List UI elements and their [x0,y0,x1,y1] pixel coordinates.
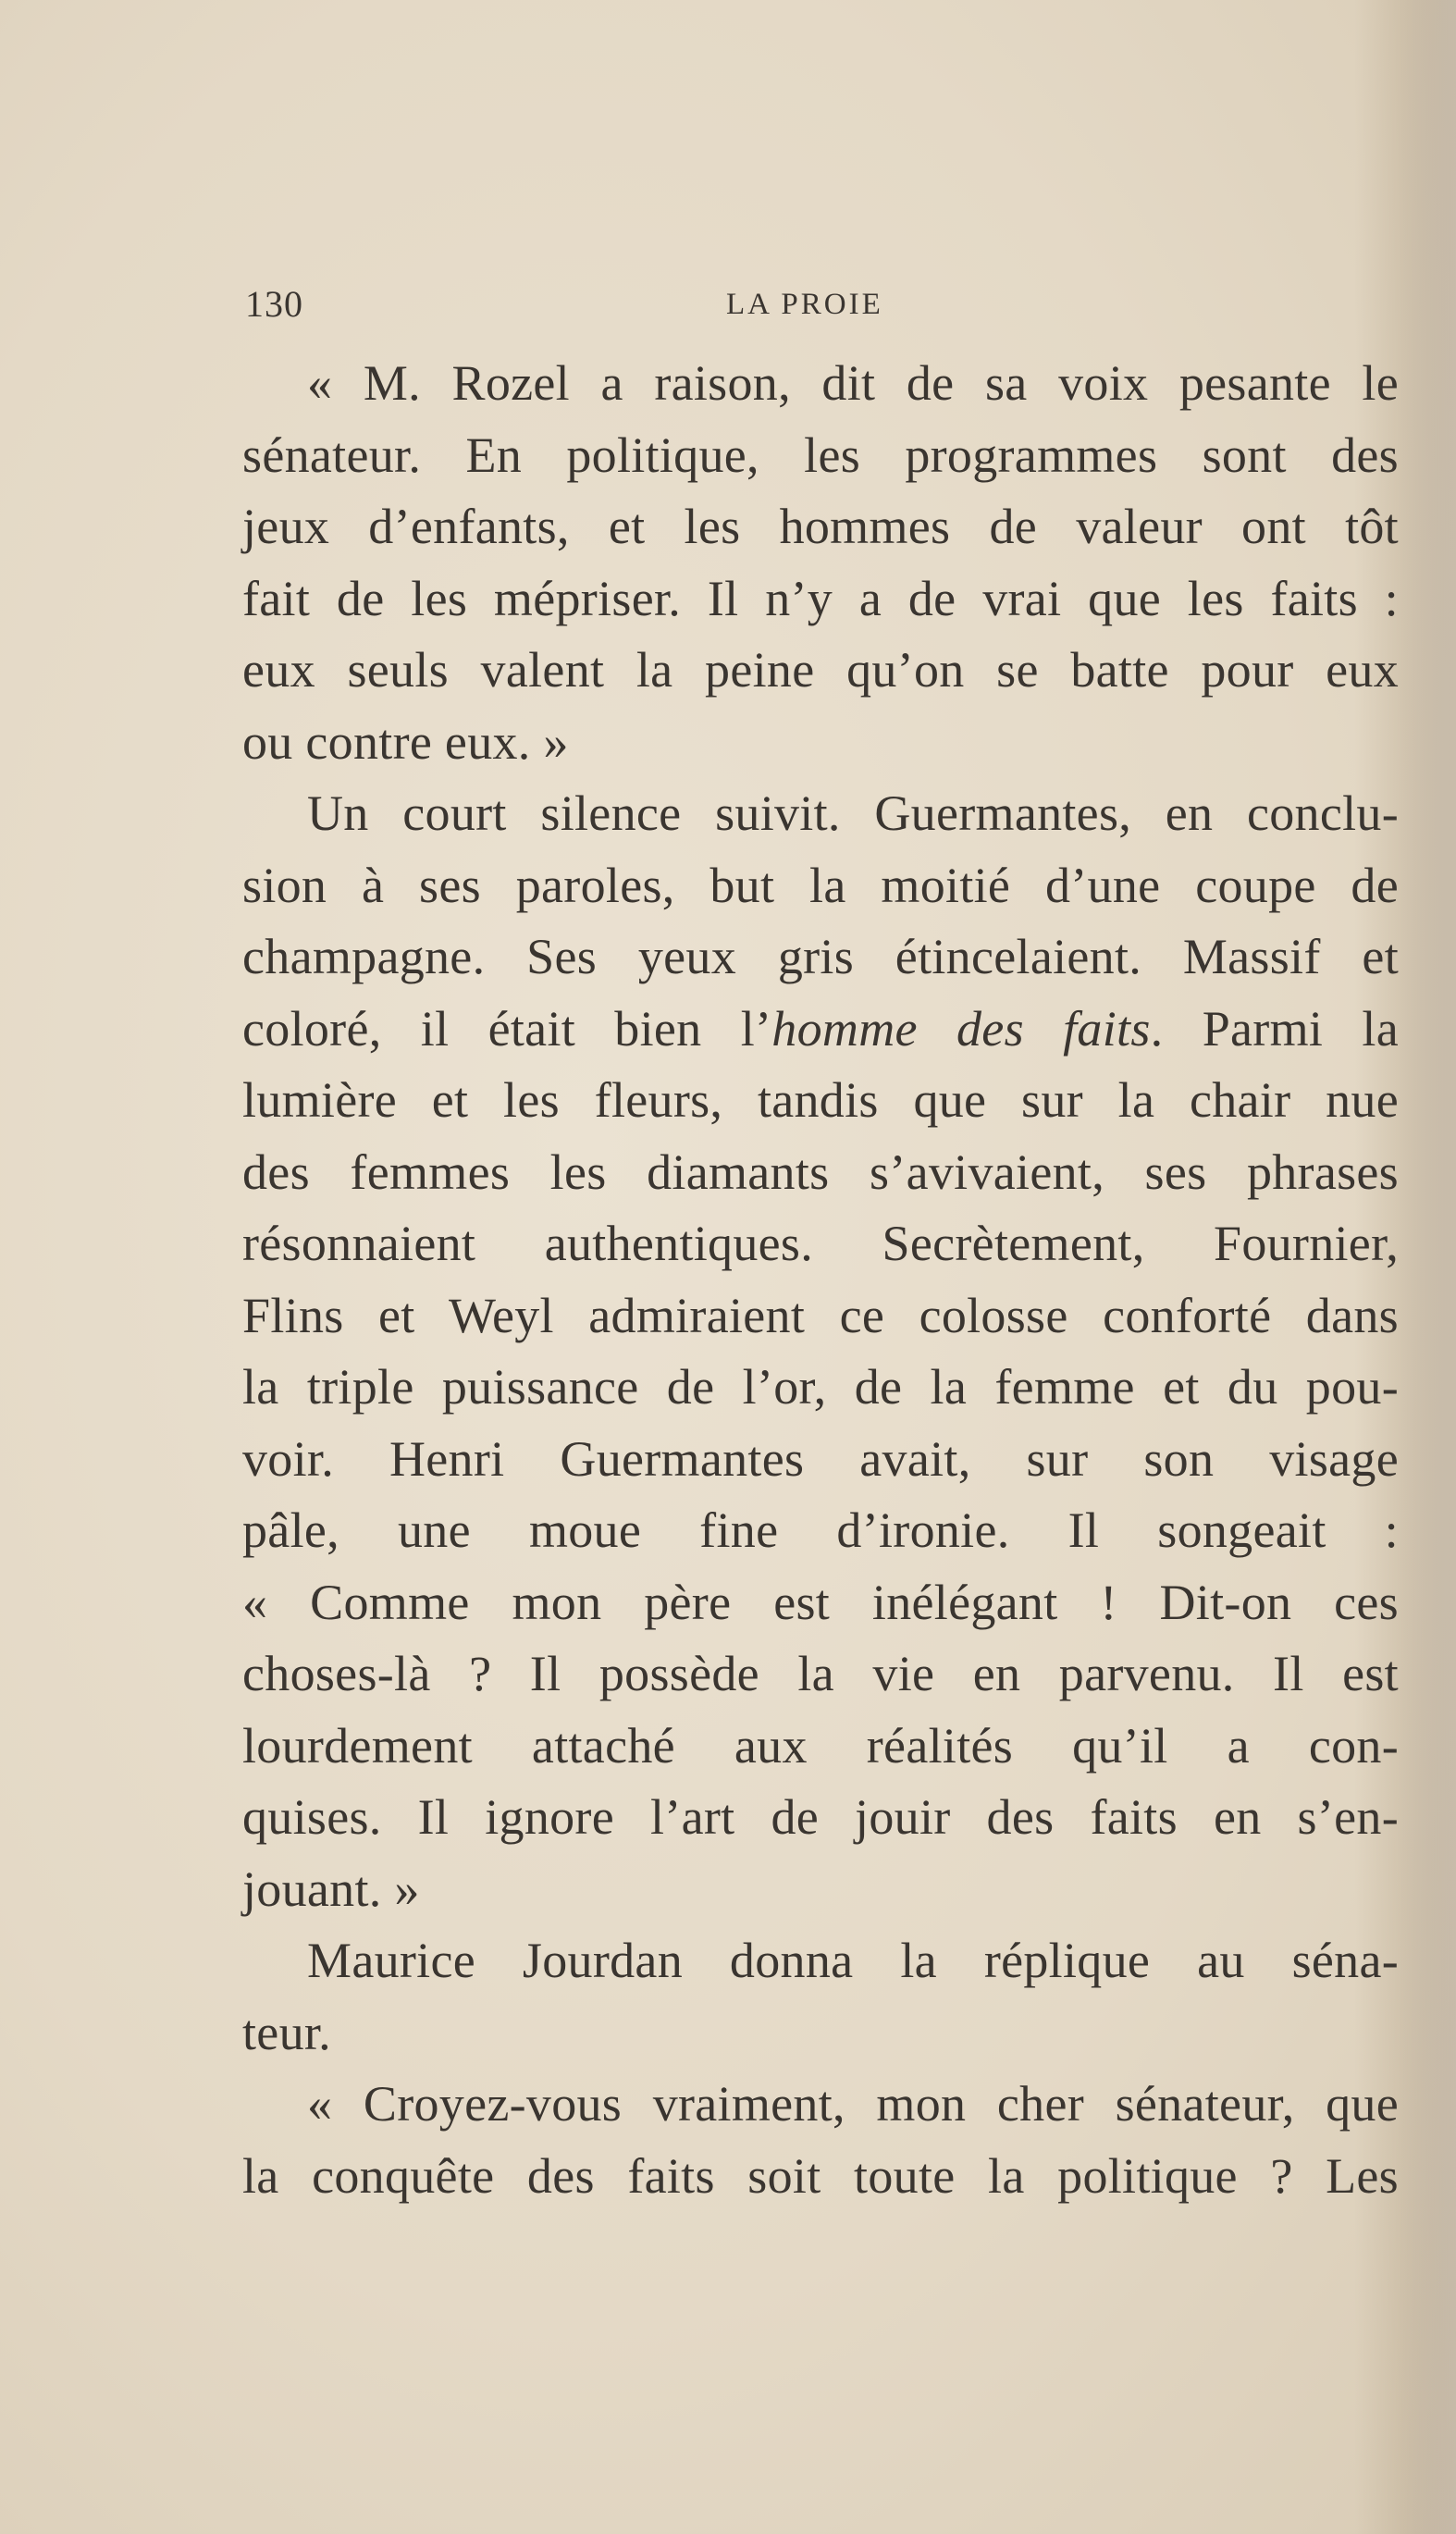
text-line: Un court silence suivit. Guermantes, en conclu- [307,785,1399,841]
running-title: LA PROIE [726,288,883,321]
text-line: jeux d’enfants, et les hommes de valeur ont tôt [242,499,1399,554]
text-line: sénateur. En politique, les programmes sont des [242,426,1399,483]
text-line: champagne. Ses yeux gris étincelaient. Massif et [242,929,1399,984]
running-head [245,282,1401,328]
text-line: pâle, une moue fine d’ironie. Il songeait : [242,1502,1399,1558]
text-segment: coloré, il était bien l’ [242,1000,772,1057]
text-line: la triple puissance de l’or, de la femme et du pou- [242,1359,1399,1415]
body-text [242,348,1399,2212]
text-line: la conquête des faits soit toute la politique ? Les [242,2147,1399,2204]
page-number: 130 [245,283,303,325]
text-line: Maurice Jourdan donna la réplique au séna- [307,1933,1399,1988]
page-edge-shadow [1400,0,1456,2534]
text-line: sion à ses paroles, but la moitié d’une coupe de [242,857,1399,913]
text-line: lourdement attaché aux réalités qu’il a con- [242,1717,1399,1774]
text-line-with-italic [242,994,1399,1066]
text-segment: . Parmi la [1150,1000,1399,1057]
text-line: quises. Il ignore l’art de jouir des faits en s’en- [242,1789,1399,1845]
text-line: choses-là ? Il possède la vie en parvenu. Il est [242,1646,1399,1701]
text-line: « Croyez-vous vraiment, mon cher sénateur, que [307,2076,1399,2132]
italic-phrase: homme des faits [771,1000,1151,1057]
text-line: teur. [242,2004,331,2060]
text-line: voir. Henri Guermantes avait, sur son visage [242,1430,1399,1487]
text-line: fait de les mépriser. Il n’y a de vrai que les faits : [242,570,1399,626]
text-line: Flins et Weyl admiraient ce colosse conforté dans [242,1287,1399,1343]
text-line: ou contre eux. » [242,713,569,770]
text-line: jouant. » [242,1860,420,1917]
text-line: « Comme mon père est inélégant ! Dit-on ces [242,1574,1399,1630]
text-line: eux seuls valent la peine qu’on se batte pour eux [242,642,1399,698]
text-line: lumière et les fleurs, tandis que sur la chair nue [242,1072,1399,1128]
text-line: résonnaient authentiques. Secrètement, Fournier, [242,1216,1399,1271]
text-line: des femmes les diamants s’avivaient, ses phrases [242,1143,1399,1200]
text-line: « M. Rozel a raison, dit de sa voix pesante le [307,355,1399,411]
